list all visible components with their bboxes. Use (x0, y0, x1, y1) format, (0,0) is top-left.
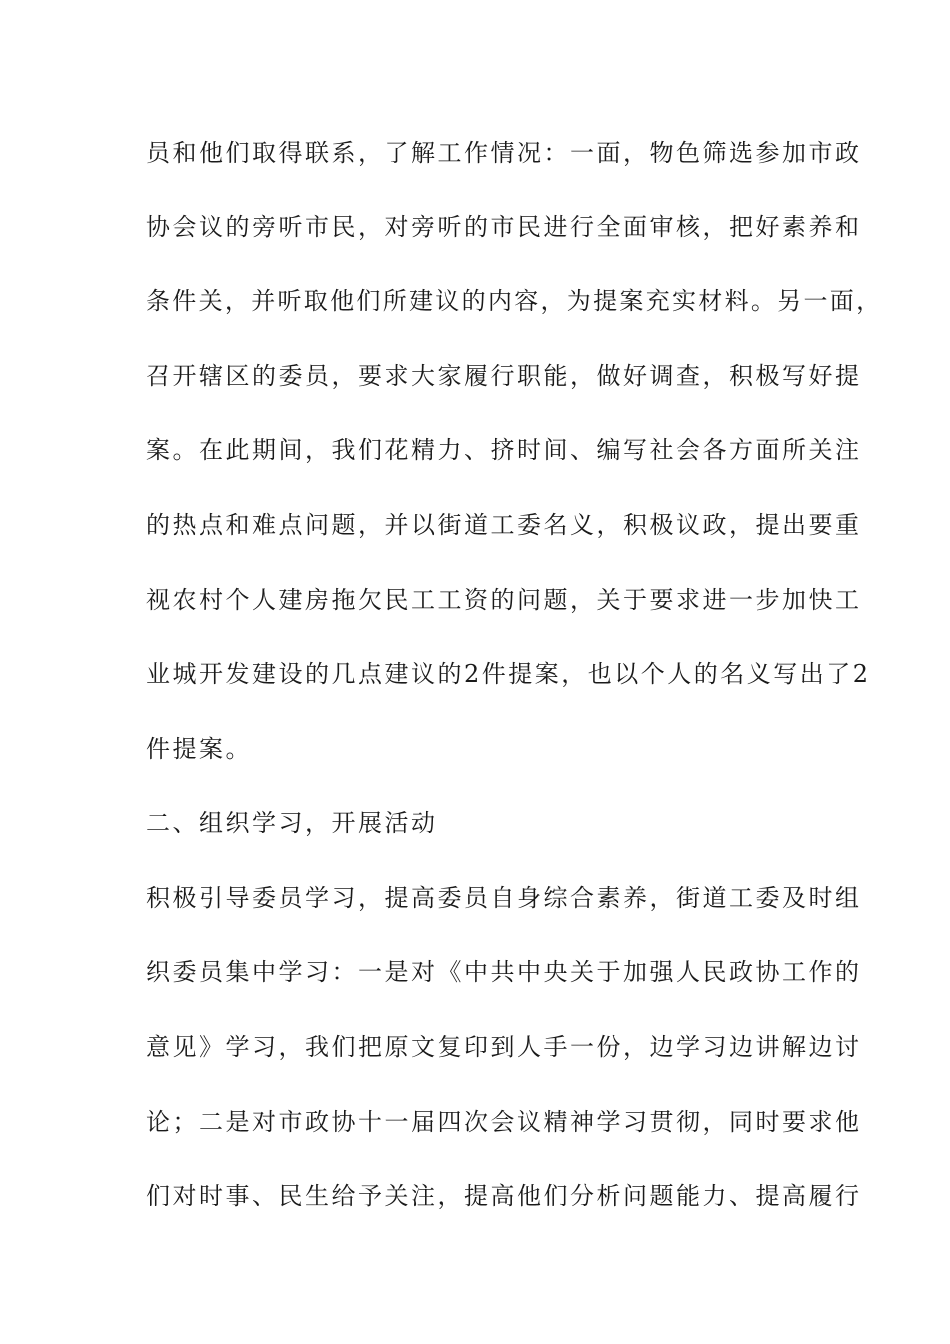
text-line: 件提案。 (146, 735, 252, 763)
text-line: 视农村个人建房拖欠民工工资的问题，关于要求进一步加快工 (146, 586, 862, 614)
text-line: 们对时事、民生给予关注，提高他们分析问题能力、提高履行 (146, 1182, 862, 1210)
text-line: 业城开发建设的几点建议的2件提案，也以个人的名义写出了2 (146, 660, 871, 688)
text-line: 员和他们取得联系，了解工作情况：一面，物色筛选参加市政 (146, 139, 862, 167)
text-line: 论；二是对市政协十一届四次会议精神学习贯彻，同时要求他 (146, 1108, 862, 1136)
text-line: 召开辖区的委员，要求大家履行职能，做好调查，积极写好提 (146, 362, 862, 390)
text-line: 积极引导委员学习，提高委员自身综合素养，街道工委及时组 (146, 884, 862, 912)
text-line: 协会议的旁听市民，对旁听的市民进行全面审核，把好素养和 (146, 213, 862, 241)
text-line: 织委员集中学习：一是对《中共中央关于加强人民政协工作的 (146, 958, 862, 986)
text-line: 条件关，并听取他们所建议的内容，为提案充实材料。另一面， (146, 287, 883, 315)
text-line: 意见》学习，我们把原文复印到人手一份，边学习边讲解边讨 (146, 1033, 862, 1061)
text-line: 案。在此期间，我们花精力、挤时间、编写社会各方面所关注 (146, 436, 862, 464)
text-line: 的热点和难点问题，并以街道工委名义，积极议政，提出要重 (146, 511, 862, 539)
section-heading: 二、组织学习，开展活动 (146, 809, 438, 837)
